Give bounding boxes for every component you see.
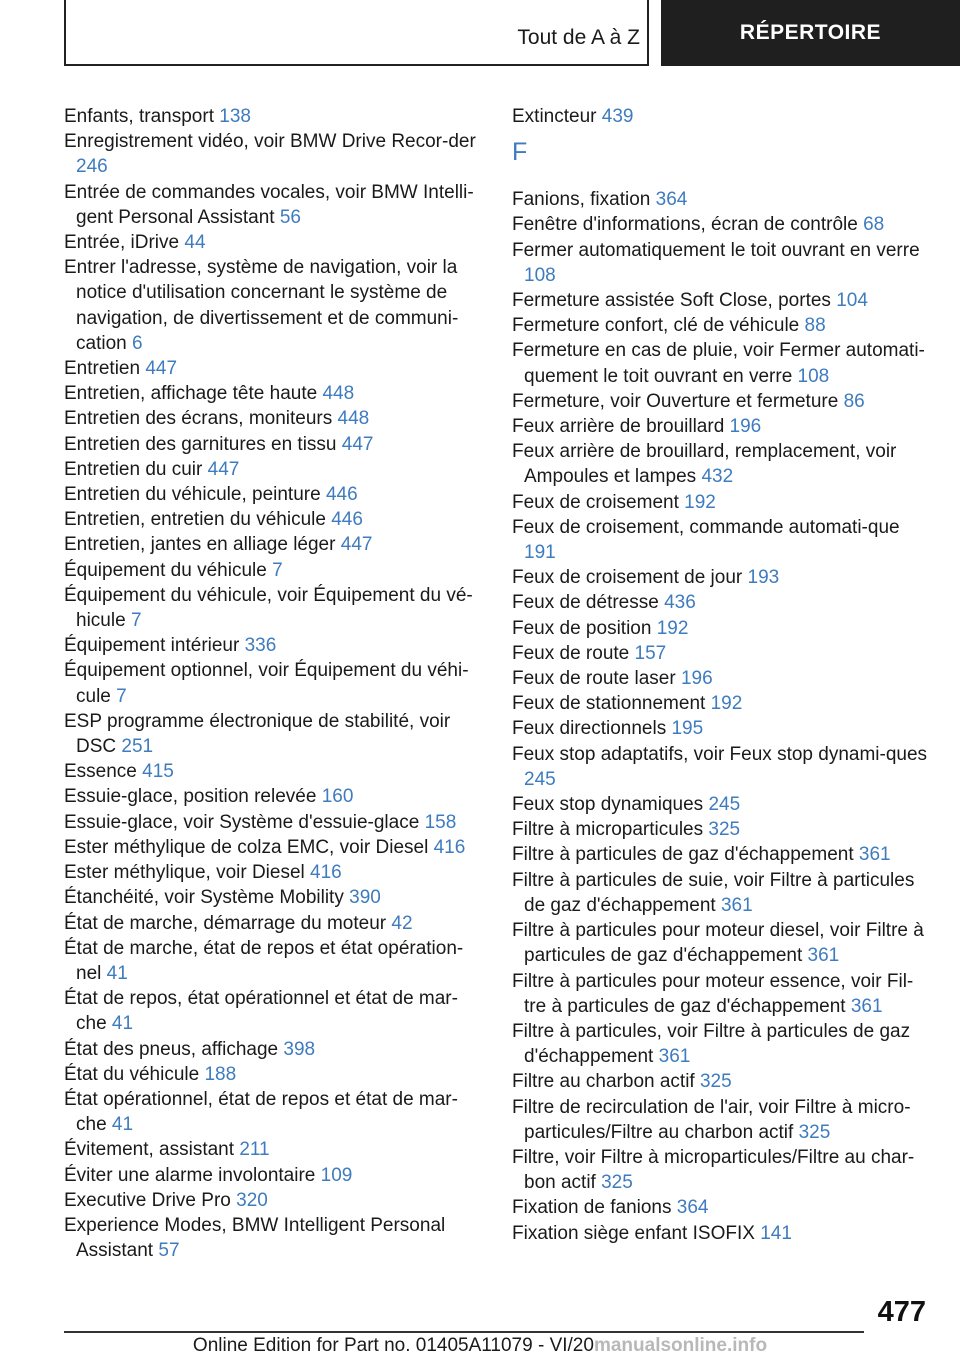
index-entry-text: Fermeture assistée Soft Close, portes xyxy=(512,290,831,312)
index-entry-text: Executive Drive Pro xyxy=(64,1189,231,1211)
index-entry xyxy=(512,918,932,968)
index-entry-text: Feux de croisement xyxy=(512,491,679,513)
index-entry-text: Entretien du véhicule, peinture xyxy=(64,484,321,506)
section-letter: F xyxy=(512,138,528,167)
index-entry xyxy=(64,230,484,255)
index-entry-text: État de repos, état opérationnel et état de mar-che xyxy=(64,988,458,1035)
page-reference-link[interactable]: 439 xyxy=(601,106,634,127)
page-reference-link[interactable]: 416 xyxy=(310,862,342,884)
index-entry xyxy=(512,389,932,414)
page-reference-link[interactable]: 68 xyxy=(863,214,885,236)
index-entry xyxy=(512,414,932,439)
page-reference-link[interactable]: 325 xyxy=(708,819,741,841)
index-entry-text: Extincteur xyxy=(512,106,597,127)
index-entry xyxy=(512,490,932,515)
page-reference-link[interactable]: 320 xyxy=(236,1189,268,1211)
index-entry xyxy=(512,1195,932,1220)
index-entry xyxy=(512,313,932,338)
index-entry-text: Entrée, iDrive xyxy=(64,232,180,254)
index-entry-text: ESP programme électronique de stabilité, voir DSC xyxy=(64,710,451,758)
index-entry-text: Feux de route laser xyxy=(512,668,676,690)
index-entry-text: Essence xyxy=(64,761,137,783)
page-reference-link[interactable]: 158 xyxy=(424,811,457,833)
page-reference-link[interactable]: 196 xyxy=(680,668,713,690)
index-entry-text: Étanchéité, voir Système Mobility xyxy=(64,887,344,909)
page-reference-link[interactable]: 245 xyxy=(708,794,741,816)
index-entry xyxy=(64,1137,484,1162)
page-reference-link[interactable]: 195 xyxy=(671,718,704,740)
index-entry xyxy=(64,860,484,885)
index-entry-text: Entretien des écrans, moniteurs xyxy=(64,408,333,430)
index-entry-text: Filtre au charbon actif xyxy=(512,1071,695,1093)
index-entry xyxy=(512,590,932,615)
page-reference-link[interactable]: 446 xyxy=(331,509,363,531)
index-entry xyxy=(512,842,932,867)
index-entry xyxy=(64,1163,484,1188)
page-reference-link[interactable]: 108 xyxy=(797,365,830,387)
page-reference-link[interactable]: 160 xyxy=(321,786,354,808)
index-entry xyxy=(64,1213,484,1263)
index-entry xyxy=(64,1037,484,1062)
index-entry-text: État de marche, démarrage du moteur xyxy=(64,912,387,934)
index-entry xyxy=(64,784,484,809)
index-entry xyxy=(64,507,484,532)
page-reference-link[interactable]: 447 xyxy=(145,358,178,380)
index-entry xyxy=(64,1087,484,1137)
index-entry-text: Filtre à microparticules xyxy=(512,819,704,841)
index-entry xyxy=(64,381,484,406)
index-entry xyxy=(64,658,484,708)
index-entry xyxy=(512,868,932,918)
index-column-right xyxy=(512,104,932,1246)
index-entry-text: Entretien, entretien du véhicule xyxy=(64,509,326,531)
index-entry-text: Filtre à particules pour moteur diesel, voir Filtre à particules de gaz d'échappement xyxy=(512,920,924,967)
index-entry xyxy=(64,633,484,658)
footer-site: manualsonline.info xyxy=(593,1335,768,1356)
index-entry xyxy=(64,180,484,230)
index-column-left xyxy=(64,104,484,1263)
page-reference-link[interactable]: 193 xyxy=(747,567,780,589)
page-reference-link[interactable]: 416 xyxy=(433,836,466,858)
page-reference-link[interactable]: 41 xyxy=(106,962,128,984)
page-reference-link[interactable]: 88 xyxy=(804,315,826,337)
page-reference-link[interactable]: 86 xyxy=(843,390,865,412)
page-reference-link[interactable]: 196 xyxy=(729,416,762,438)
index-entry xyxy=(512,1145,932,1195)
page-reference-link[interactable]: 192 xyxy=(684,491,716,513)
index-entry-text: Filtre de recirculation de l'air, voir Filtre à micro-particules/Filtre au charbon actif xyxy=(512,1096,911,1143)
page-reference-link[interactable]: 325 xyxy=(601,1172,633,1194)
index-entry xyxy=(64,936,484,986)
page-reference-link[interactable]: 57 xyxy=(158,1240,180,1262)
header-right-border xyxy=(647,0,649,66)
index-entry xyxy=(64,432,484,457)
index-entry-text: Essuie-glace, position relevée xyxy=(64,786,317,808)
index-group-e-continued xyxy=(512,104,932,129)
index-entry xyxy=(64,406,484,431)
page-reference-link[interactable]: 7 xyxy=(130,610,142,632)
index-entry xyxy=(64,583,484,633)
page-reference-link[interactable]: 447 xyxy=(340,534,373,556)
page-reference-link[interactable]: 325 xyxy=(699,1071,732,1093)
page-reference-link[interactable]: 104 xyxy=(836,290,868,312)
index-entry xyxy=(512,742,932,792)
index-entry-text: Filtre à particules de suie, voir Filtre à particules de gaz d'échappement xyxy=(512,869,915,916)
page-reference-link[interactable]: 364 xyxy=(655,189,688,211)
index-entry-text: Enfants, transport xyxy=(64,106,214,127)
page-reference-link[interactable]: 364 xyxy=(676,1197,709,1219)
index-entry-text: Feux de détresse xyxy=(512,592,659,614)
page-reference-link[interactable]: 446 xyxy=(325,484,358,506)
index-entry xyxy=(512,969,932,1019)
index-entry xyxy=(512,1095,932,1145)
index-entry-text: Filtre à particules pour moteur essence, voir Fil-tre à particules de gaz d'échappement xyxy=(512,970,914,1017)
section-tab[interactable]: Tout de A à Z xyxy=(517,26,640,49)
index-entry xyxy=(512,691,932,716)
page-reference-link[interactable]: 245 xyxy=(524,768,556,790)
index-entry xyxy=(64,1188,484,1213)
index-entry xyxy=(512,515,932,565)
index-entry xyxy=(512,212,932,237)
index-entry xyxy=(64,911,484,936)
index-entry xyxy=(512,1069,932,1094)
index-entry-text: Enregistrement vidéo, voir BMW Drive Recor-der xyxy=(64,131,476,153)
index-entry xyxy=(64,986,484,1036)
index-entry xyxy=(512,288,932,313)
index-entry-text: Entretien, affichage tête haute xyxy=(64,383,318,405)
index-entry-text: Éviter une alarme involontaire xyxy=(64,1164,316,1186)
index-entry-text: Feux de croisement, commande automati-que xyxy=(512,516,900,538)
page-reference-link[interactable]: 447 xyxy=(341,433,374,455)
index-entry-text: Équipement du véhicule xyxy=(64,559,267,581)
index-entry-text: Feux de position xyxy=(512,617,652,639)
index-entry-text: Filtre à particules, voir Filtre à particules de gaz d'échappement xyxy=(512,1020,911,1068)
index-entry-text: Ester méthylique de colza EMC, voir Diesel xyxy=(64,836,429,858)
index-entry-text: Entretien xyxy=(64,358,141,380)
page-reference-link[interactable]: 157 xyxy=(634,642,667,664)
index-entry-text: Équipement du véhicule, voir Équipement du vé-hicule xyxy=(64,584,473,632)
index-entry xyxy=(512,565,932,590)
index-entry xyxy=(64,356,484,381)
index-entry xyxy=(64,255,484,356)
index-entry-text: Équipement intérieur xyxy=(64,635,240,657)
footer-rule xyxy=(64,1331,864,1333)
index-entry-text: Fermer automatiquement le toit ouvrant en verre xyxy=(512,239,920,261)
page-reference-link[interactable]: 211 xyxy=(239,1139,270,1161)
index-entry xyxy=(512,1221,932,1246)
page-reference-link[interactable]: 6 xyxy=(131,332,143,354)
index-entry-text: État du véhicule xyxy=(64,1063,200,1085)
index-entry-text: Feux directionnels xyxy=(512,718,667,740)
index-entry-text: Entretien, jantes en alliage léger xyxy=(64,534,336,556)
header-rule xyxy=(64,64,649,66)
index-entry xyxy=(512,187,932,212)
page-reference-link[interactable]: 325 xyxy=(798,1121,831,1143)
index-entry xyxy=(64,835,484,860)
index-entry-text: Équipement optionnel, voir Équipement du véhi-cule xyxy=(64,660,469,707)
index-entry-text: Fermeture confort, clé de véhicule xyxy=(512,315,800,337)
page-reference-link[interactable]: 7 xyxy=(116,685,127,707)
page-reference-link[interactable]: 192 xyxy=(656,617,689,639)
page-reference-link[interactable]: 138 xyxy=(219,106,251,127)
index-entry xyxy=(512,817,932,842)
page-reference-link[interactable]: 447 xyxy=(207,458,240,480)
footer xyxy=(0,1335,960,1357)
index-entry-text: Fenêtre d'informations, écran de contrôle xyxy=(512,214,858,236)
index-entry-text: Feux arrière de brouillard xyxy=(512,416,725,438)
index-entry-text: Entrer l'adresse, système de navigation, voir la notice d'utilisation concernant le système de navigation, de divertissement et de communi-cation xyxy=(64,257,459,354)
page-reference-link[interactable]: 246 xyxy=(76,156,108,178)
index-entry xyxy=(512,439,932,489)
page-reference-link[interactable]: 336 xyxy=(244,635,277,657)
page-reference-link[interactable]: 191 xyxy=(524,542,556,564)
page-reference-link[interactable]: 415 xyxy=(142,761,174,783)
page-reference-link[interactable]: 44 xyxy=(184,232,206,254)
index-entry-text: Évitement, assistant xyxy=(64,1139,235,1161)
index-entry xyxy=(512,666,932,691)
index-entry xyxy=(64,709,484,759)
index-entry xyxy=(64,759,484,784)
index-entry xyxy=(512,616,932,641)
page-reference-link[interactable]: 188 xyxy=(204,1063,237,1085)
index-entry xyxy=(64,457,484,482)
page-reference-link[interactable]: 7 xyxy=(272,559,283,581)
page-reference-link[interactable]: 41 xyxy=(111,1013,134,1035)
index-entry xyxy=(512,716,932,741)
index-entry xyxy=(64,558,484,583)
page-reference-link[interactable]: 448 xyxy=(322,383,355,405)
index-entry xyxy=(64,1062,484,1087)
index-entry-text: Ester méthylique, voir Diesel xyxy=(64,862,305,884)
page-reference-link[interactable]: 361 xyxy=(858,844,891,866)
index-entry-text: Experience Modes, BMW Intelligent Personal Assistant xyxy=(64,1214,446,1262)
index-entry-text: Entretien des garnitures en tissu xyxy=(64,433,337,455)
page-reference-link[interactable]: 41 xyxy=(111,1114,134,1136)
page-reference-link[interactable]: 361 xyxy=(850,995,883,1017)
index-entry xyxy=(512,104,932,129)
header-left-border xyxy=(64,0,66,66)
index-entry xyxy=(512,641,932,666)
page-reference-link[interactable]: 448 xyxy=(337,408,370,430)
page-reference-link[interactable]: 436 xyxy=(664,592,696,614)
index-entry-text: Feux stop adaptatifs, voir Feux stop dynami-ques xyxy=(512,743,928,765)
index-entry xyxy=(64,885,484,910)
page-reference-link[interactable]: 42 xyxy=(391,912,413,934)
index-entry xyxy=(512,1019,932,1069)
index-entry xyxy=(512,792,932,817)
chapter-tab[interactable]: RÉPERTOIRE xyxy=(661,0,960,66)
index-entry-text: Filtre à particules de gaz d'échappement xyxy=(512,844,854,866)
page-reference-link[interactable]: 251 xyxy=(121,736,154,758)
page-reference-link[interactable]: 109 xyxy=(320,1164,353,1186)
index-entry xyxy=(64,482,484,507)
index-entry-text: Essuie-glace, voir Système d'essuie-glace xyxy=(64,811,420,833)
page-reference-link[interactable]: 361 xyxy=(658,1046,691,1068)
index-entry-text: Fermeture, voir Ouverture et fermeture xyxy=(512,390,839,412)
index-entry-text: État de marche, état de repos et état opération-nel xyxy=(64,937,464,984)
index-entry-text: Fixation de fanions xyxy=(512,1197,672,1219)
index-entry-text: Fermeture en cas de pluie, voir Fermer automati-quement le toit ouvrant en verre xyxy=(512,340,925,387)
index-entry xyxy=(64,104,484,129)
index-group-f xyxy=(512,187,932,1246)
index-entry-text: État opérationnel, état de repos et état de mar-che xyxy=(64,1088,458,1136)
index-entry-text: Entrée de commandes vocales, voir BMW Intelli-gent Personal Assistant xyxy=(64,181,474,228)
index-entry-text: Feux de croisement de jour xyxy=(512,567,743,589)
index-entry-text: Feux arrière de brouillard, remplacement, voir Ampoules et lampes xyxy=(512,441,897,488)
page-reference-link[interactable]: 432 xyxy=(701,466,734,488)
index-entry-text: Feux de stationnement xyxy=(512,693,706,715)
index-entry xyxy=(64,810,484,835)
page-reference-link[interactable]: 361 xyxy=(807,945,840,967)
footer-edition: Online Edition for Part no. 01405A11079 - VI/20 xyxy=(192,1335,594,1356)
page-reference-link[interactable]: 56 xyxy=(279,206,301,228)
page-reference-link[interactable]: 390 xyxy=(349,887,381,909)
page-reference-link[interactable]: 108 xyxy=(524,264,556,286)
index-entry xyxy=(512,338,932,388)
index-entry-text: Entretien du cuir xyxy=(64,458,203,480)
index-entry-text: Feux de route xyxy=(512,642,630,664)
index-entry-text: Feux stop dynamiques xyxy=(512,794,704,816)
page-reference-link[interactable]: 192 xyxy=(710,693,743,715)
page-number: 477 xyxy=(877,1296,926,1328)
page-reference-link[interactable]: 141 xyxy=(760,1222,792,1244)
index-entry-text: Fixation siège enfant ISOFIX xyxy=(512,1222,755,1244)
index-entry-text: Filtre, voir Filtre à microparticules/Filtre au char-bon actif xyxy=(512,1146,915,1194)
index-entry xyxy=(512,238,932,288)
index-entry xyxy=(64,532,484,557)
page-reference-link[interactable]: 398 xyxy=(283,1038,316,1060)
index-entry xyxy=(64,129,484,179)
index-entry-text: État des pneus, affichage xyxy=(64,1038,279,1060)
page-reference-link[interactable]: 361 xyxy=(720,894,753,916)
index-entry-text: Fanions, fixation xyxy=(512,189,651,211)
